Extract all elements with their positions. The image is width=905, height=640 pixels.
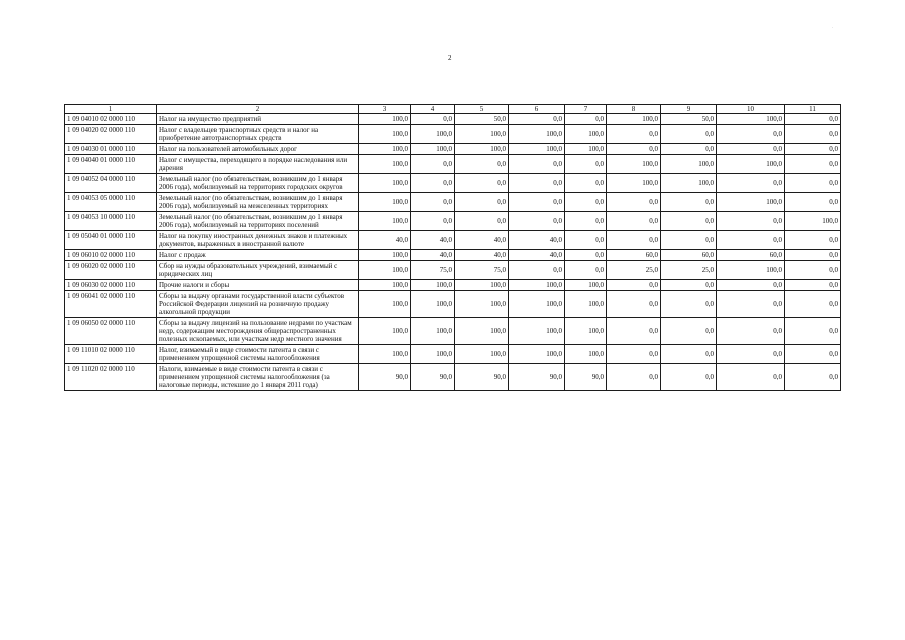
percent-cell-col-5: 0,0 — [455, 212, 509, 231]
revenue-code-cell: 1 09 05040 01 0000 110 — [65, 231, 157, 250]
percent-cell-col-7: 100,0 — [565, 291, 607, 318]
percent-cell-col-6: 0,0 — [509, 212, 565, 231]
revenue-name-cell: Сборы за выдачу лицензий на пользование недрами по участкам недр, содержащим месторождения общераспространенных полезных ископаемых, или участкам недр местного значения — [157, 318, 359, 345]
percent-cell-col-9: 100,0 — [661, 174, 717, 193]
percent-cell-col-10: 100,0 — [717, 114, 785, 125]
revenue-name-cell: Налоги, взимаемые в виде стоимости патента в связи с применением упрощенной системы налогообложения (за налоговые периоды, истекшие до 1 января 2011 года) — [157, 364, 359, 391]
column-header-11: 11 — [785, 105, 841, 114]
percent-cell-col-4: 40,0 — [411, 250, 455, 261]
percent-cell-col-8: 0,0 — [607, 345, 661, 364]
revenue-code-cell: 1 09 11010 02 0000 110 — [65, 345, 157, 364]
column-header-5: 5 — [455, 105, 509, 114]
revenue-name-cell: Земельный налог (по обязательствам, возникшим до 1 января 2006 года), мобилизуемый на территориях поселений — [157, 212, 359, 231]
revenue-name-cell: Налог, взимаемый в виде стоимости патента в связи с применением упрощенной системы налогообложения — [157, 345, 359, 364]
percent-cell-col-6: 100,0 — [509, 125, 565, 144]
percent-cell-col-4: 40,0 — [411, 231, 455, 250]
percent-cell-col-8: 100,0 — [607, 174, 661, 193]
percent-cell-col-5: 90,0 — [455, 364, 509, 391]
percent-cell-col-3: 100,0 — [359, 291, 411, 318]
table-row — [65, 231, 841, 250]
column-header-10: 10 — [717, 105, 785, 114]
percent-cell-col-10: 0,0 — [717, 212, 785, 231]
percent-cell-col-10: 0,0 — [717, 144, 785, 155]
percent-cell-col-4: 90,0 — [411, 364, 455, 391]
percent-cell-col-9: 60,0 — [661, 250, 717, 261]
page-number: 2 — [448, 54, 452, 62]
percent-cell-col-7: 0,0 — [565, 250, 607, 261]
revenue-code-cell: 1 09 06030 02 0000 110 — [65, 280, 157, 291]
percent-cell-col-9: 0,0 — [661, 291, 717, 318]
percent-cell-col-10: 0,0 — [717, 291, 785, 318]
percent-cell-col-4: 100,0 — [411, 345, 455, 364]
percent-cell-col-3: 100,0 — [359, 318, 411, 345]
percent-cell-col-11: 0,0 — [785, 345, 841, 364]
percent-cell-col-3: 90,0 — [359, 364, 411, 391]
percent-cell-col-7: 0,0 — [565, 174, 607, 193]
percent-cell-col-5: 100,0 — [455, 280, 509, 291]
percent-cell-col-9: 0,0 — [661, 280, 717, 291]
table-row — [65, 212, 841, 231]
percent-cell-col-11: 0,0 — [785, 174, 841, 193]
percent-cell-col-7: 100,0 — [565, 318, 607, 345]
header-row — [65, 105, 841, 114]
percent-cell-col-8: 60,0 — [607, 250, 661, 261]
percent-cell-col-10: 0,0 — [717, 125, 785, 144]
percent-cell-col-4: 100,0 — [411, 144, 455, 155]
percent-cell-col-3: 100,0 — [359, 345, 411, 364]
revenue-name-cell: Сбор на нужды образовательных учреждений, взимаемый с юридических лиц — [157, 261, 359, 280]
table-row — [65, 280, 841, 291]
revenue-name-cell: Налог на имущество предприятий — [157, 114, 359, 125]
percent-cell-col-7: 100,0 — [565, 144, 607, 155]
percent-cell-col-5: 100,0 — [455, 318, 509, 345]
percent-cell-col-6: 40,0 — [509, 250, 565, 261]
revenue-code-cell: 1 09 06041 02 0000 110 — [65, 291, 157, 318]
percent-cell-col-10: 100,0 — [717, 155, 785, 174]
percent-cell-col-7: 90,0 — [565, 364, 607, 391]
revenue-name-cell: Земельный налог (по обязательствам, возникшим до 1 января 2006 года), мобилизуемый на межселенных территориях — [157, 193, 359, 212]
percent-cell-col-5: 50,0 — [455, 114, 509, 125]
revenue-name-cell: Налог на пользователей автомобильных дорог — [157, 144, 359, 155]
column-header-9: 9 — [661, 105, 717, 114]
percent-cell-col-4: 100,0 — [411, 318, 455, 345]
percent-cell-col-11: 0,0 — [785, 250, 841, 261]
percent-cell-col-11: 0,0 — [785, 280, 841, 291]
table-row — [65, 345, 841, 364]
percent-cell-col-10: 0,0 — [717, 318, 785, 345]
percent-cell-col-5: 100,0 — [455, 144, 509, 155]
revenue-name-cell: Налог на покупку иностранных денежных знаков и платежных документов, выраженных в иностранной валюте — [157, 231, 359, 250]
percent-cell-col-7: 0,0 — [565, 193, 607, 212]
revenue-code-cell: 1 09 04030 01 0000 110 — [65, 144, 157, 155]
revenue-name-cell: Прочие налоги и сборы — [157, 280, 359, 291]
table-body — [65, 114, 841, 391]
percent-cell-col-7: 100,0 — [565, 125, 607, 144]
percent-cell-col-3: 100,0 — [359, 250, 411, 261]
percent-cell-col-3: 100,0 — [359, 193, 411, 212]
percent-cell-col-6: 100,0 — [509, 345, 565, 364]
table-row — [65, 144, 841, 155]
percent-cell-col-8: 0,0 — [607, 318, 661, 345]
percent-cell-col-7: 0,0 — [565, 261, 607, 280]
percent-cell-col-4: 100,0 — [411, 125, 455, 144]
revenue-code-cell: 1 09 06050 02 0000 110 — [65, 318, 157, 345]
percent-cell-col-5: 100,0 — [455, 345, 509, 364]
column-header-6: 6 — [509, 105, 565, 114]
percent-cell-col-3: 40,0 — [359, 231, 411, 250]
corner-mark: . — [832, 24, 833, 29]
percent-cell-col-9: 0,0 — [661, 364, 717, 391]
revenue-code-cell: 1 09 11020 02 0000 110 — [65, 364, 157, 391]
percent-cell-col-6: 90,0 — [509, 364, 565, 391]
percent-cell-col-5: 100,0 — [455, 125, 509, 144]
percent-cell-col-11: 0,0 — [785, 114, 841, 125]
percent-cell-col-6: 100,0 — [509, 280, 565, 291]
percent-cell-col-6: 0,0 — [509, 114, 565, 125]
percent-cell-col-5: 40,0 — [455, 231, 509, 250]
percent-cell-col-5: 0,0 — [455, 174, 509, 193]
table-row — [65, 155, 841, 174]
percent-cell-col-3: 100,0 — [359, 144, 411, 155]
percent-cell-col-9: 0,0 — [661, 144, 717, 155]
percent-cell-col-9: 0,0 — [661, 125, 717, 144]
percent-cell-col-4: 100,0 — [411, 280, 455, 291]
column-header-4: 4 — [411, 105, 455, 114]
percent-cell-col-3: 100,0 — [359, 280, 411, 291]
percent-cell-col-6: 0,0 — [509, 174, 565, 193]
percent-cell-col-6: 100,0 — [509, 144, 565, 155]
percent-cell-col-10: 60,0 — [717, 250, 785, 261]
percent-cell-col-11: 100,0 — [785, 212, 841, 231]
percent-cell-col-4: 75,0 — [411, 261, 455, 280]
percent-cell-col-6: 100,0 — [509, 291, 565, 318]
percent-cell-col-5: 0,0 — [455, 193, 509, 212]
revenue-name-cell: Налог с имущества, переходящего в порядке наследования или дарения — [157, 155, 359, 174]
percent-cell-col-10: 0,0 — [717, 364, 785, 391]
percent-cell-col-9: 50,0 — [661, 114, 717, 125]
percent-cell-col-8: 0,0 — [607, 364, 661, 391]
percent-cell-col-9: 100,0 — [661, 155, 717, 174]
percent-cell-col-5: 75,0 — [455, 261, 509, 280]
percent-cell-col-11: 0,0 — [785, 231, 841, 250]
percent-cell-col-6: 0,0 — [509, 193, 565, 212]
revenue-code-cell: 1 09 04053 05 0000 110 — [65, 193, 157, 212]
revenue-name-cell: Налог с владельцев транспортных средств и налог на приобретение автотранспортных средств — [157, 125, 359, 144]
column-header-8: 8 — [607, 105, 661, 114]
column-header-1: 1 — [65, 105, 157, 114]
percent-cell-col-10: 0,0 — [717, 174, 785, 193]
percent-cell-col-3: 100,0 — [359, 261, 411, 280]
percent-cell-col-10: 100,0 — [717, 261, 785, 280]
revenue-code-cell: 1 09 04020 02 0000 110 — [65, 125, 157, 144]
percent-cell-col-6: 0,0 — [509, 155, 565, 174]
percent-cell-col-8: 0,0 — [607, 144, 661, 155]
revenue-distribution-table — [64, 104, 841, 391]
table-row — [65, 125, 841, 144]
percent-cell-col-3: 100,0 — [359, 155, 411, 174]
column-header-2: 2 — [157, 105, 359, 114]
percent-cell-col-11: 0,0 — [785, 155, 841, 174]
percent-cell-col-11: 0,0 — [785, 318, 841, 345]
percent-cell-col-8: 0,0 — [607, 280, 661, 291]
percent-cell-col-7: 0,0 — [565, 231, 607, 250]
percent-cell-col-3: 100,0 — [359, 114, 411, 125]
revenue-code-cell: 1 09 04052 04 0000 110 — [65, 174, 157, 193]
revenue-code-cell: 1 09 04040 01 0000 110 — [65, 155, 157, 174]
percent-cell-col-4: 0,0 — [411, 114, 455, 125]
percent-cell-col-6: 40,0 — [509, 231, 565, 250]
table-row — [65, 250, 841, 261]
revenue-name-cell: Налог с продаж — [157, 250, 359, 261]
revenue-code-cell: 1 09 04010 02 0000 110 — [65, 114, 157, 125]
percent-cell-col-9: 0,0 — [661, 212, 717, 231]
column-header-7: 7 — [565, 105, 607, 114]
percent-cell-col-11: 0,0 — [785, 364, 841, 391]
percent-cell-col-9: 0,0 — [661, 193, 717, 212]
table-row — [65, 174, 841, 193]
percent-cell-col-8: 100,0 — [607, 155, 661, 174]
table-row — [65, 261, 841, 280]
percent-cell-col-8: 0,0 — [607, 291, 661, 318]
percent-cell-col-7: 0,0 — [565, 212, 607, 231]
revenue-code-cell: 1 09 06020 02 0000 110 — [65, 261, 157, 280]
percent-cell-col-7: 100,0 — [565, 345, 607, 364]
percent-cell-col-7: 0,0 — [565, 114, 607, 125]
percent-cell-col-8: 25,0 — [607, 261, 661, 280]
percent-cell-col-5: 0,0 — [455, 155, 509, 174]
percent-cell-col-11: 0,0 — [785, 261, 841, 280]
percent-cell-col-8: 0,0 — [607, 193, 661, 212]
percent-cell-col-5: 100,0 — [455, 291, 509, 318]
table-row — [65, 193, 841, 212]
percent-cell-col-11: 0,0 — [785, 125, 841, 144]
table-row — [65, 364, 841, 391]
table-row — [65, 318, 841, 345]
table-row — [65, 114, 841, 125]
table-row — [65, 291, 841, 318]
percent-cell-col-7: 100,0 — [565, 280, 607, 291]
percent-cell-col-4: 0,0 — [411, 155, 455, 174]
percent-cell-col-6: 0,0 — [509, 261, 565, 280]
percent-cell-col-9: 25,0 — [661, 261, 717, 280]
percent-cell-col-6: 100,0 — [509, 318, 565, 345]
percent-cell-col-9: 0,0 — [661, 231, 717, 250]
revenue-code-cell: 1 09 06010 02 0000 110 — [65, 250, 157, 261]
percent-cell-col-9: 0,0 — [661, 345, 717, 364]
revenue-code-cell: 1 09 04053 10 0000 110 — [65, 212, 157, 231]
percent-cell-col-3: 100,0 — [359, 125, 411, 144]
percent-cell-col-11: 0,0 — [785, 193, 841, 212]
percent-cell-col-7: 0,0 — [565, 155, 607, 174]
percent-cell-col-3: 100,0 — [359, 174, 411, 193]
percent-cell-col-4: 0,0 — [411, 193, 455, 212]
percent-cell-col-8: 0,0 — [607, 125, 661, 144]
percent-cell-col-5: 40,0 — [455, 250, 509, 261]
revenue-name-cell: Земельный налог (по обязательствам, возникшим до 1 января 2006 года), мобилизуемый на территориях городских округов — [157, 174, 359, 193]
percent-cell-col-11: 0,0 — [785, 144, 841, 155]
percent-cell-col-8: 0,0 — [607, 212, 661, 231]
percent-cell-col-10: 0,0 — [717, 345, 785, 364]
percent-cell-col-4: 100,0 — [411, 291, 455, 318]
percent-cell-col-3: 100,0 — [359, 212, 411, 231]
percent-cell-col-4: 0,0 — [411, 174, 455, 193]
percent-cell-col-4: 0,0 — [411, 212, 455, 231]
percent-cell-col-8: 0,0 — [607, 231, 661, 250]
percent-cell-col-11: 0,0 — [785, 291, 841, 318]
percent-cell-col-10: 0,0 — [717, 280, 785, 291]
percent-cell-col-10: 0,0 — [717, 231, 785, 250]
revenue-name-cell: Сборы за выдачу органами государственной власти субъектов Российской Федерации лицензий на розничную продажу алкогольной продукции — [157, 291, 359, 318]
percent-cell-col-10: 100,0 — [717, 193, 785, 212]
percent-cell-col-9: 0,0 — [661, 318, 717, 345]
column-header-3: 3 — [359, 105, 411, 114]
percent-cell-col-8: 100,0 — [607, 114, 661, 125]
